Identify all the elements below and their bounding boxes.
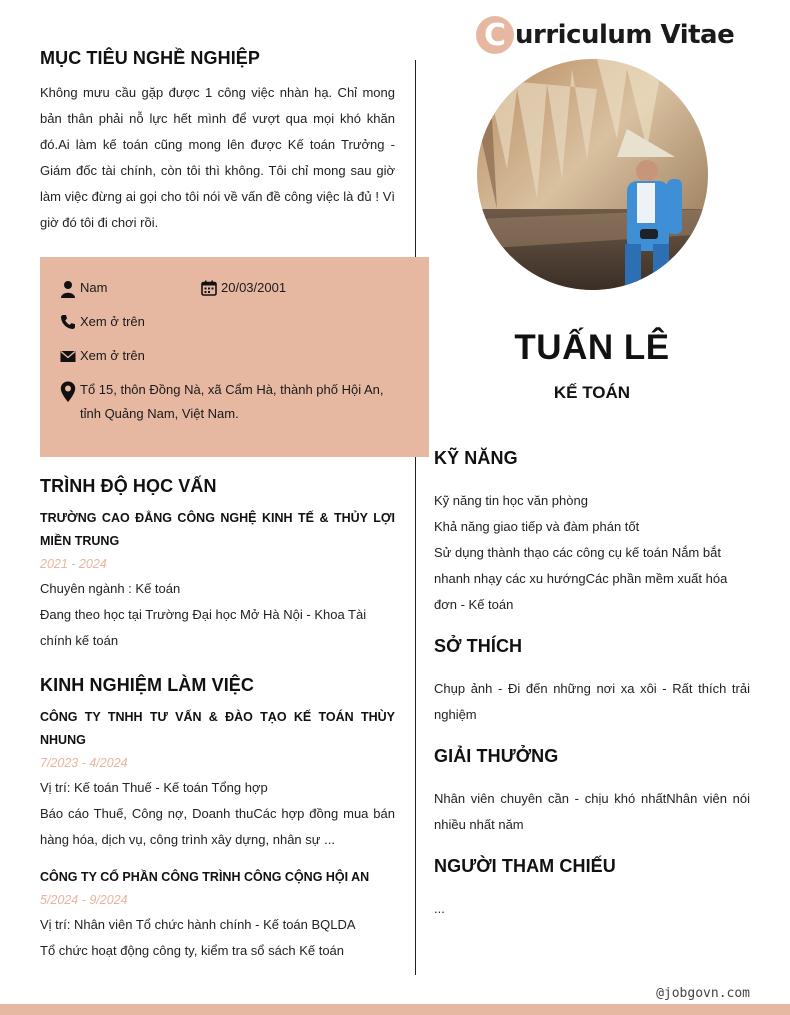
skill-item: Kỹ năng tin học văn phòng xyxy=(434,493,588,508)
envelope-icon xyxy=(60,348,76,364)
cv-logo xyxy=(476,16,734,54)
awards-text: Nhân viên chuyên cần - chịu khó nhấtNhân viên nói nhiều nhất năm xyxy=(434,791,750,832)
job-position: Vị trí: Nhân viên Tổ chức hành chính - Kế toán BQLDA xyxy=(40,917,356,932)
profile-photo xyxy=(477,59,708,290)
skills-title: KỸ NĂNG xyxy=(434,448,518,468)
profile-role: KẾ TOÁN xyxy=(553,383,631,402)
references-section xyxy=(434,856,750,922)
address-value: Tổ 15, thôn Đồng Nà, xã Cẩm Hà, thành phố Hội An, tỉnh Quảng Nam, Việt Nam. xyxy=(80,382,384,421)
job-company: CÔNG TY CỔ PHẦN CÔNG TRÌNH CÔNG CỘNG HỘI AN xyxy=(40,870,370,884)
gender-row xyxy=(60,280,107,298)
watermark: @jobgovn.com xyxy=(656,986,750,1001)
birthday-row xyxy=(201,280,286,296)
job-company: CÔNG TY TNHH TƯ VẤN & ĐÀO TẠO KẾ TOÁN THÙY NHUNG xyxy=(40,710,395,747)
person-icon xyxy=(60,280,76,298)
objective-title: MỤC TIÊU NGHỀ NGHIỆP xyxy=(40,48,261,68)
skill-item: Khả năng giao tiếp và đàm phán tốt xyxy=(434,519,640,534)
phone-icon xyxy=(60,314,76,330)
personal-info-box xyxy=(40,257,429,457)
hobbies-text: Chụp ảnh - Đi đến những nơi xa xôi - Rất thích trải nghiệm xyxy=(434,681,750,722)
job-item xyxy=(40,866,395,964)
email-row xyxy=(60,348,145,364)
gender-value: Nam xyxy=(80,280,108,295)
awards-section xyxy=(434,746,750,838)
school-name: TRƯỜNG CAO ĐẲNG CÔNG NGHỆ KINH TẾ & THỦY LỢI MIỀN TRUNG xyxy=(40,511,395,548)
calendar-icon xyxy=(201,280,217,296)
skills-section xyxy=(434,448,750,618)
birthday-value: 20/03/2001 xyxy=(221,280,287,295)
job-position: Vị trí: Kế toán Thuế - Kế toán Tổng hợp xyxy=(40,780,268,795)
cv-logo-letter: C xyxy=(476,16,514,54)
hobbies-section xyxy=(434,636,750,728)
right-sections xyxy=(434,448,750,922)
email-value: Xem ở trên xyxy=(80,348,145,363)
references-title: NGƯỜI THAM CHIẾU xyxy=(434,856,616,876)
address-row xyxy=(60,378,390,426)
job-description: Báo cáo Thuế, Công nợ, Doanh thuCác hợp đồng mua bán hàng hóa, dịch vụ, công trình xây dựng, nhân sự ... xyxy=(40,806,395,847)
education-section xyxy=(40,476,395,654)
experience-title: KINH NGHIỆM LÀM VIỆC xyxy=(40,675,255,695)
job-period: 7/2023 - 4/2024 xyxy=(40,756,128,770)
education-note: Đang theo học tại Trường Đại học Mở Hà Nội - Khoa Tài chính kế toán xyxy=(40,607,367,648)
job-period: 5/2024 - 9/2024 xyxy=(40,893,128,907)
education-major: Chuyên ngành : Kế toán xyxy=(40,581,181,596)
education-period: 2021 - 2024 xyxy=(40,557,107,571)
column-divider xyxy=(415,60,416,975)
awards-title: GIẢI THƯỞNG xyxy=(434,746,559,766)
skill-item: Sử dụng thành thạo các công cụ kế toán Nắm bắt nhanh nhạy các xu hướngCác phần mềm xuất hóa đơn - Kế toán xyxy=(434,545,728,612)
phone-row xyxy=(60,314,145,330)
education-title: TRÌNH ĐỘ HỌC VẤN xyxy=(40,476,217,496)
cv-logo-word: urriculum Vitae xyxy=(515,20,735,50)
footer-bar xyxy=(0,1004,790,1015)
map-pin-icon xyxy=(60,381,76,403)
profile-photo-image xyxy=(477,59,708,290)
profile-name: TUẤN LÊ xyxy=(514,328,670,367)
experience-section xyxy=(40,675,395,964)
hobbies-title: SỞ THÍCH xyxy=(434,636,523,656)
job-item xyxy=(40,706,395,853)
objective-text: Không mưu cầu gặp được 1 công việc nhàn hạ. Chỉ mong bản thân phải nỗ lực hết mình để vượt qua mọi khó khăn đó.Ai làm kế toán cũng mong lên được Kế toán Trưởng - Giám đốc tài chính, còn tôi thì không. Tôi chỉ mong sau giờ làm việc đừng ai gọi cho tôi nói về vấn đề công việc là đủ ! Vì giờ đó tôi đi chơi rồi. xyxy=(40,85,395,230)
references-text: ... xyxy=(434,901,445,916)
job-description: Tổ chức hoạt động công ty, kiểm tra sổ sách Kế toán xyxy=(40,943,345,958)
objective-section xyxy=(40,48,395,236)
phone-value: Xem ở trên xyxy=(80,314,145,329)
